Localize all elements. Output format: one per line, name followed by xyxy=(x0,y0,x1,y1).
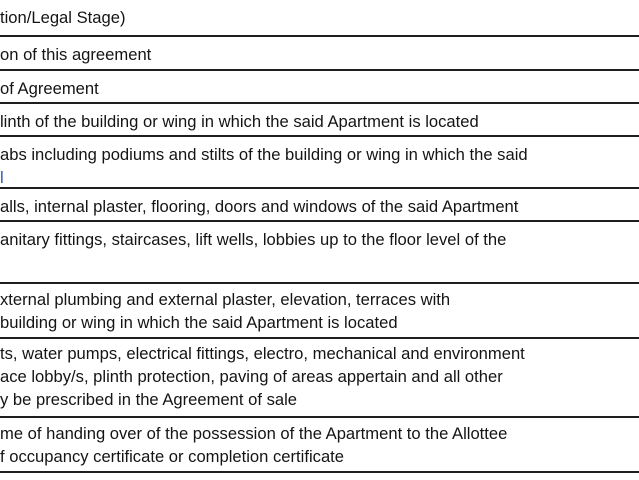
table-row xyxy=(0,104,639,137)
row-text: ts, water pumps, electrical fittings, electro, mechanical and environment xyxy=(0,344,525,363)
table-row xyxy=(0,137,639,189)
row-text-continued: building or wing in which the said Apartment is located xyxy=(0,313,398,332)
row-text: tion/Legal Stage) xyxy=(0,8,126,27)
table-row xyxy=(0,284,639,339)
row-text-continued: y be prescribed in the Agreement of sale xyxy=(0,390,298,409)
row-text: anitary fittings, staircases, lift wells, lobbies up to the floor level of the xyxy=(0,230,507,249)
row-text: alls, internal plaster, flooring, doors and windows of the said Apartment xyxy=(0,197,519,216)
table-row xyxy=(0,71,639,104)
table-row xyxy=(0,189,639,222)
table-row xyxy=(0,418,639,473)
row-text: on of this agreement xyxy=(0,45,152,64)
row-text: xternal plumbing and external plaster, elevation, terraces with xyxy=(0,290,451,309)
row-text: abs including podiums and stilts of the building or wing in which the said xyxy=(0,145,528,164)
row-text-continued: l xyxy=(0,168,4,187)
table-row xyxy=(0,37,639,71)
table-row xyxy=(0,0,639,37)
row-text-continued: f occupancy certificate or completion certificate xyxy=(0,447,345,466)
row-text: linth of the building or wing in which the said Apartment is located xyxy=(0,112,479,131)
row-text: me of handing over of the possession of the Apartment to the Allottee xyxy=(0,424,508,443)
row-text: of Agreement xyxy=(0,79,99,98)
row-text-continued: ace lobby/s, plinth protection, paving of areas appertain and all other xyxy=(0,367,503,386)
table-row xyxy=(0,339,639,418)
table-row xyxy=(0,222,639,284)
